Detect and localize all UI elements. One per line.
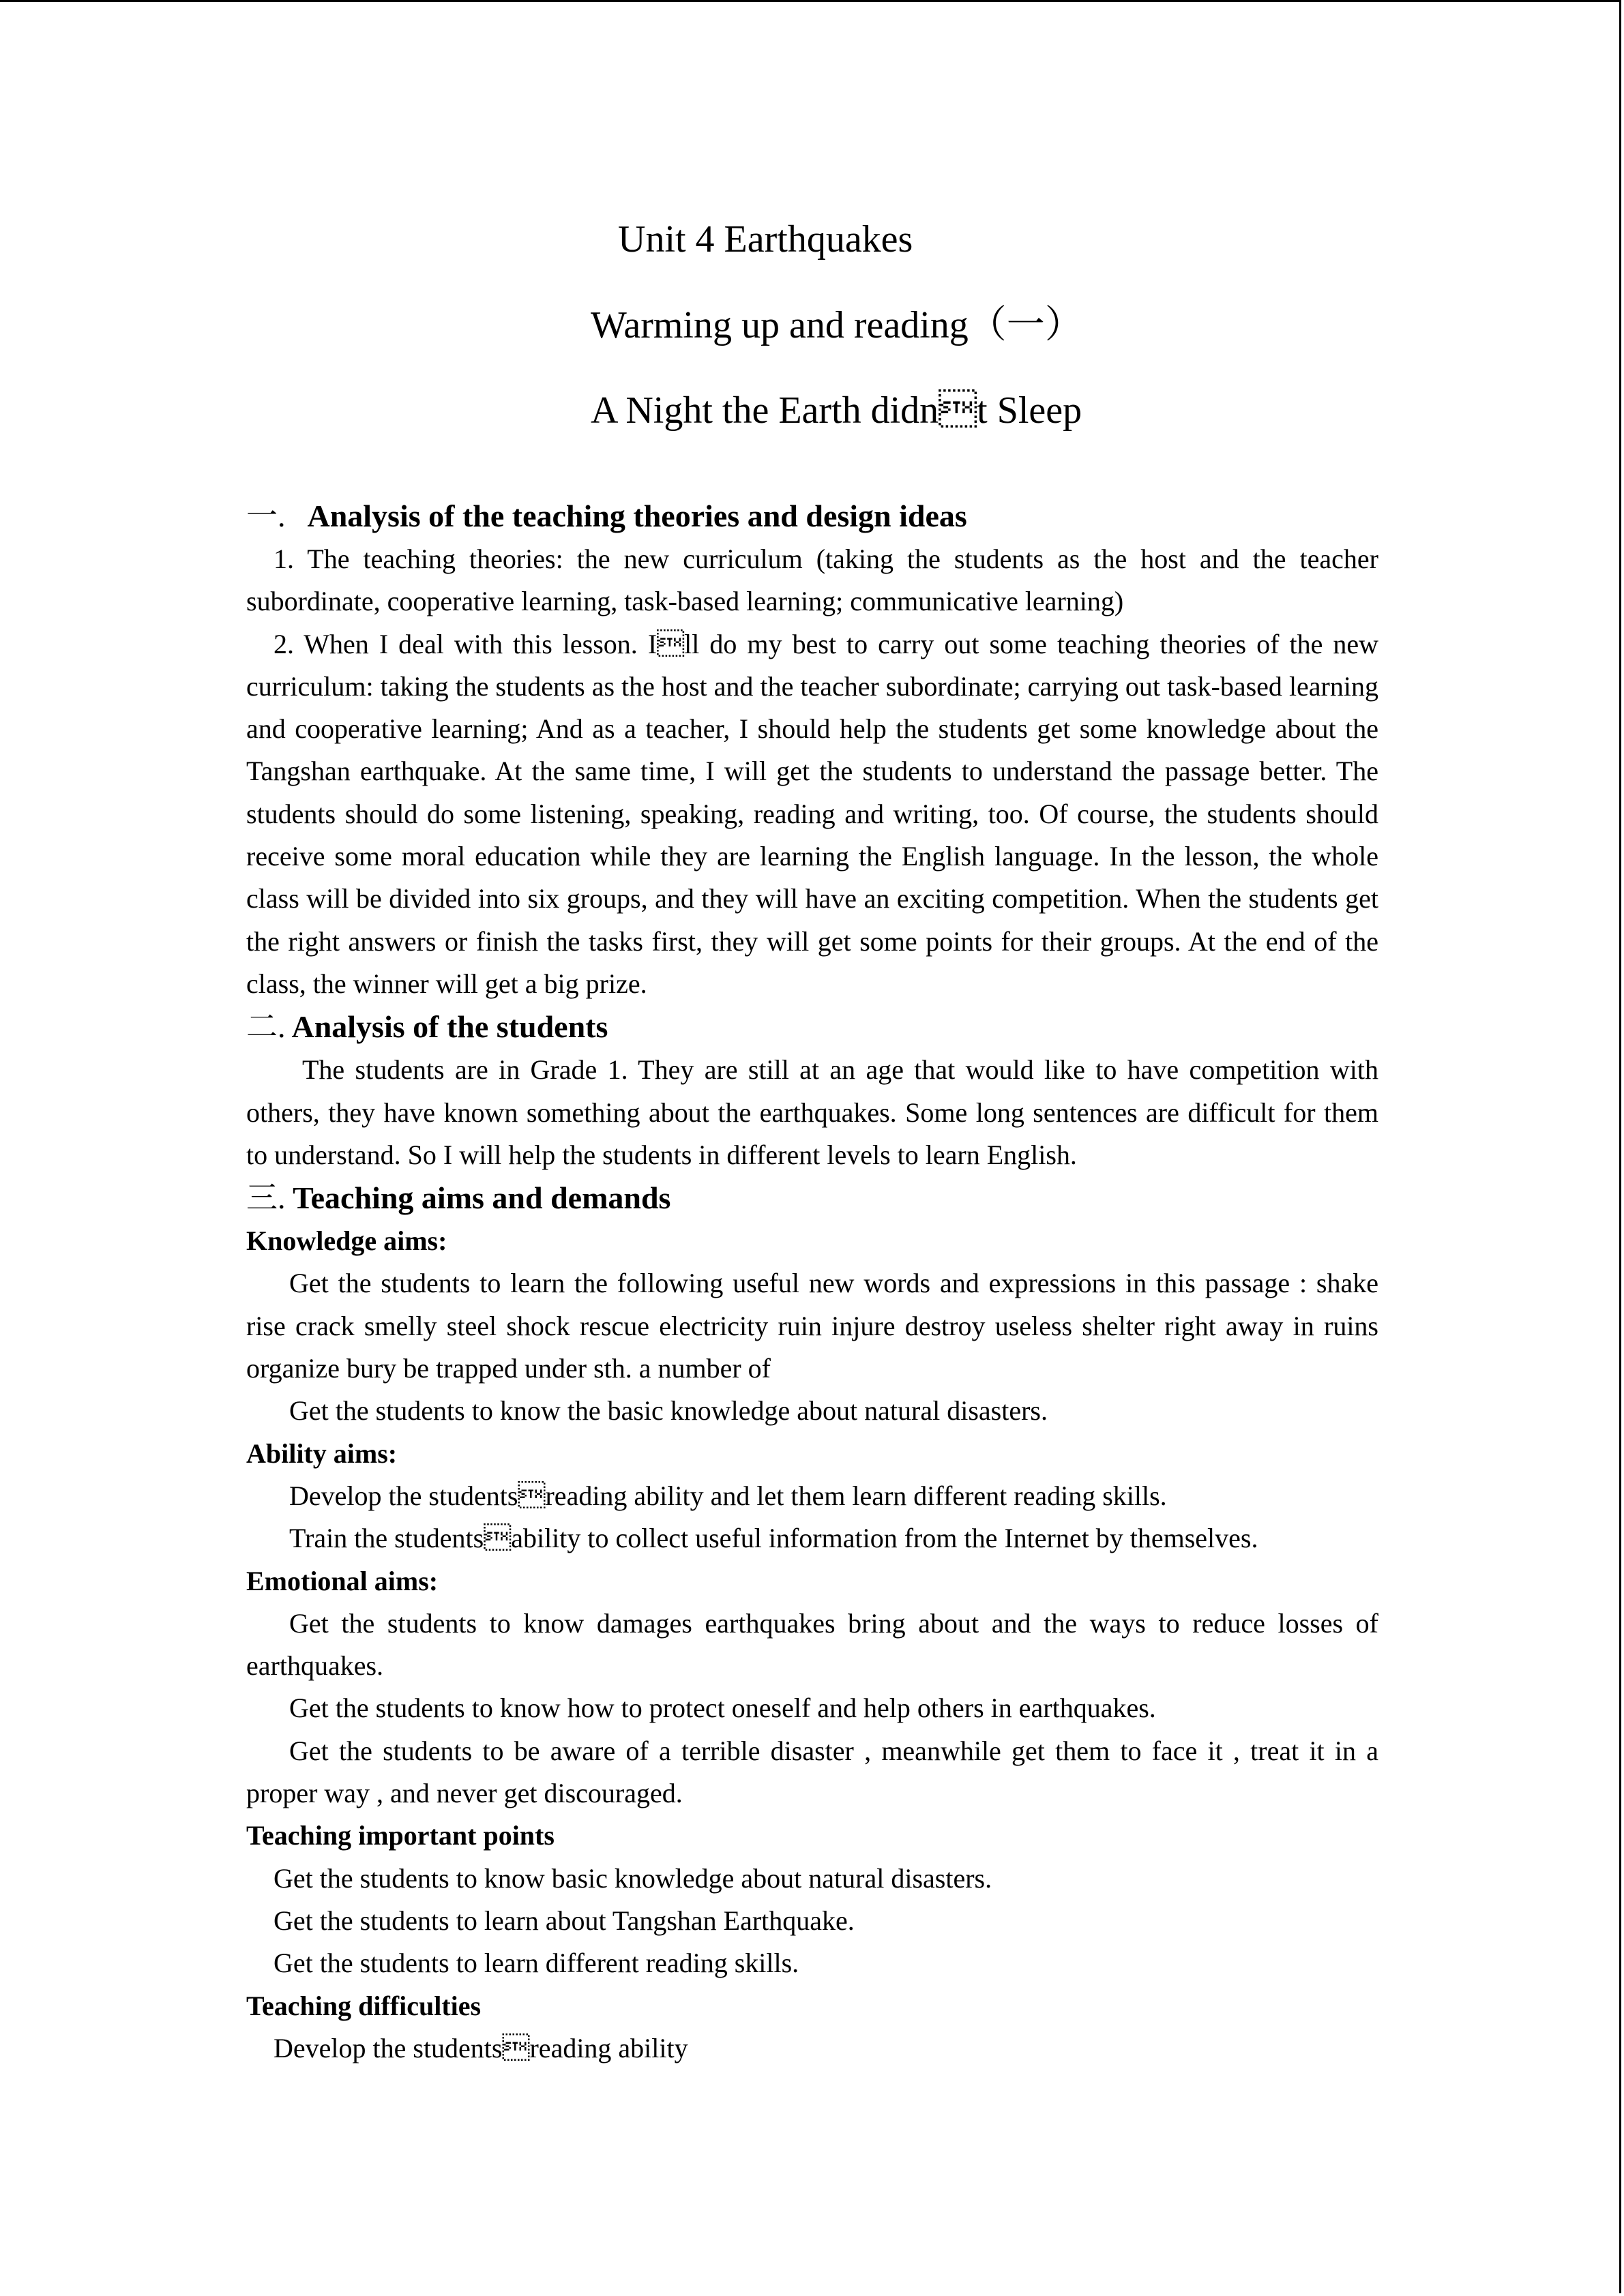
difficulties-label: Teaching difficulties: [246, 1990, 482, 2021]
list-item: Develop the studentsreading ability: [274, 2032, 688, 2063]
section-heading-text: Analysis of the teaching theories and design ideas: [307, 498, 967, 533]
section-number: 一.: [246, 498, 286, 533]
list-item: Get the students to know damages earthquakes bring about and the ways to reduce losses of earthquakes.: [246, 1607, 1378, 1682]
list-item: Get the students to learn different reading skills.: [274, 1948, 799, 1979]
list-item: Get the students to be aware of a terrible disaster , meanwhile get them to face it , treat it in a proper way , and never get discouraged.: [246, 1735, 1378, 1809]
knowledge-aims-label: Knowledge aims:: [246, 1225, 447, 1257]
ability-aims-label: Ability aims:: [246, 1437, 398, 1469]
list-item: Get the students to learn about Tangshan Earthquake.: [274, 1905, 855, 1936]
list-item: Get the students to learn the following useful new words and expressions in this passage : shake rise crack smelly steel shock rescue electricity ruin injure destroy useless shelter right away in ruins organize bury be trapped under sth. a number of: [246, 1268, 1378, 1384]
passage-title: A Night the Earth didnt Sleep: [591, 389, 1082, 432]
section-number: 二.: [246, 1009, 286, 1045]
main-text: [246, 494, 1378, 2070]
list-item: Train the studentsability to collect useful information from the Internet by themselves.: [289, 1523, 1258, 1554]
section-heading-1: [246, 494, 1378, 538]
section-number: 三.: [246, 1180, 286, 1216]
list-item: Get the students to know basic knowledge about natural disasters.: [274, 1862, 992, 1894]
unit-title: Unit 4 Earthquakes: [618, 218, 913, 260]
list-item: Get the students to know the basic knowledge about natural disasters.: [289, 1395, 1048, 1427]
section-heading-3: [246, 1176, 1378, 1220]
emotional-aims-label: Emotional aims:: [246, 1565, 439, 1596]
list-item: Get the students to know how to protect oneself and help others in earthquakes.: [289, 1693, 1156, 1724]
paragraph: 1. The teaching theories: the new curriculum (taking the students as the host and the teacher subordinate, cooperative learning, task-based learning; communicative learning): [246, 543, 1378, 617]
important-points-label: Teaching important points: [246, 1820, 555, 1851]
list-item: Develop the studentsreading ability and let them learn different reading skills.: [289, 1480, 1167, 1511]
lesson-title: Warming up and reading（一）: [591, 304, 1083, 346]
section-heading-text: Teaching aims and demands: [293, 1180, 671, 1216]
section-heading-2: [246, 1005, 1378, 1049]
paragraph: 2. When I deal with this lesson. Ill do my best to carry out some teaching theories of the new curriculum: taking the students as the host and the teacher subordinate; carrying out task-based learning and cooperative learning; And as a teacher, I should help the students get some knowledge about the Tangshan earthquake. At the same time, I will get the students to understand the passage better. The students should do some listening, speaking, reading and writing, too. Of course, the students should receive some moral education while they are learning the English language. In the lesson, the whole class will be divided into six groups, and they will have an exciting competition. When the students get the right answers or finish the tasks first, they will get some points for their groups. At the end of the class, the winner will get a big prize.: [246, 628, 1378, 999]
section-heading-text: Analysis of the students: [291, 1009, 608, 1045]
paragraph: The students are in Grade 1. They are still at an age that would like to have competition with others, they have known something about the earthquakes. Some long sentences are difficult for them to understand. So I will help the students in different levels to learn English.: [246, 1054, 1378, 1170]
